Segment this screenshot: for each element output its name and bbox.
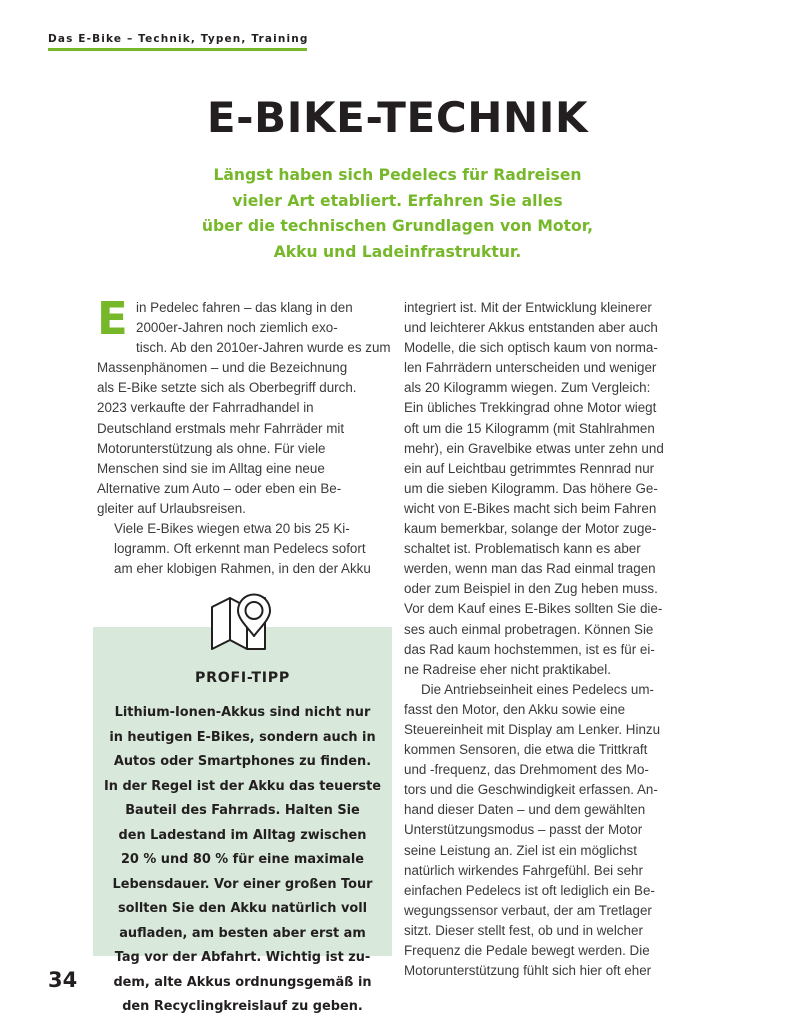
paragraph bbox=[97, 519, 385, 579]
text-line: das Rad kaum hochstemmen, ist es für ei- bbox=[404, 641, 655, 657]
standfirst-line: über die technischen Grundlagen von Motor, bbox=[201, 217, 594, 235]
paragraph bbox=[97, 292, 391, 519]
text-line: sitzt. Dieser stellt fest, ob und in welcher bbox=[404, 922, 643, 938]
text-line: Unterstützungsmodus – passt der Motor bbox=[404, 822, 643, 838]
page-title: E-BIKE-TECHNIK bbox=[206, 93, 589, 142]
text-line: 2000er-Jahren noch ziemlich exo- bbox=[136, 320, 338, 336]
body-column-right bbox=[404, 298, 696, 981]
page-number: 34 bbox=[48, 968, 78, 992]
running-head-rule bbox=[48, 48, 307, 51]
text-line: integriert ist. Mit der Entwicklung kleinerer bbox=[404, 300, 652, 315]
text-line: oder zum Beispiel in den Zug heben muss. bbox=[404, 581, 658, 597]
text-line: oft um die 15 Kilogramm (mit Stahlrahmen bbox=[404, 420, 655, 436]
standfirst-line: vieler Art etabliert. Erfahren Sie alles bbox=[232, 191, 563, 210]
text-line: fasst den Motor, den Akku sowie eine bbox=[404, 701, 626, 717]
text-line: Deutschland erstmals mehr Fahrräder mit bbox=[97, 420, 345, 436]
standfirst bbox=[160, 163, 635, 265]
running-head bbox=[48, 32, 468, 51]
text-line: Modelle, die sich optisch kaum von norma- bbox=[404, 340, 658, 356]
drop-cap: E bbox=[97, 292, 128, 345]
text-line: Motorunterstützung als ohne. Für viele bbox=[97, 440, 326, 456]
text-line: len Fahrrädern unterscheiden und weniger bbox=[404, 360, 657, 376]
text-line: In der Regel ist der Akku das teuerste bbox=[103, 778, 381, 794]
text-line: als E-Bike setzte sich als Oberbegriff durch. bbox=[97, 380, 357, 396]
paragraph bbox=[404, 298, 696, 680]
text-line: dem, alte Akkus ordnungsgemäß in bbox=[113, 974, 372, 990]
text-line: Die Antriebseinheit eines Pedelecs um- bbox=[421, 681, 654, 697]
text-line: ne Radreise eher nicht praktikabel. bbox=[404, 661, 611, 677]
text-line: einfachen Pedelecs ist oft lediglich ein Be- bbox=[404, 882, 655, 898]
text-line: tors und die Geschwindigkeit erfassen. An- bbox=[404, 782, 658, 798]
text-line: Alternative zum Auto – oder eben ein Be- bbox=[97, 480, 342, 496]
text-line: ein auf Leichtbau getrimmtes Rennrad nur bbox=[404, 460, 655, 476]
text-line: Lebensdauer. Vor einer großen Tour bbox=[112, 876, 373, 892]
text-line: Autos oder Smartphones zu finden. bbox=[113, 754, 372, 769]
text-line: sollten Sie den Akku natürlich voll bbox=[117, 901, 368, 916]
text-line: und leichterer Akkus entstanden aber auch bbox=[404, 320, 658, 336]
text-line: gleiter auf Urlaubsreisen. bbox=[97, 500, 246, 516]
text-line: kommen Sensoren, die etwa die Trittkraft bbox=[404, 742, 648, 758]
text-line: Menschen sind sie im Alltag eine neue bbox=[97, 460, 325, 476]
text-line: ses auch einmal probetragen. Können Sie bbox=[404, 621, 654, 637]
text-line: als 20 Kilogramm wiegen. Zum Vergleich: bbox=[404, 380, 651, 396]
text-line: Ein übliches Trekkingrad ohne Motor wiegt bbox=[404, 400, 657, 416]
body-column-left bbox=[97, 292, 391, 579]
text-line: kaum bemerkbar, solange der Motor zuge- bbox=[404, 521, 657, 537]
text-line: Massenphänomen – und die Bezeichnung bbox=[97, 360, 348, 376]
text-line: Steuereinheit mit Display am Lenker. Hinzu bbox=[404, 721, 661, 737]
profi-tipp-title: PROFI-TIPP bbox=[195, 670, 290, 686]
text-line: tisch. Ab den 2010er-Jahren wurde es zum bbox=[136, 340, 391, 356]
text-line: Vor dem Kauf eines E-Bikes sollten Sie die- bbox=[404, 601, 663, 617]
text-line: wicht von E-Bikes macht sich beim Fahren bbox=[404, 500, 657, 516]
text-line: am eher klobigen Rahmen, in den der Akku bbox=[114, 561, 371, 577]
profi-tipp-box bbox=[93, 627, 392, 1014]
text-line: Lithium-Ionen-Akkus sind nicht nur bbox=[114, 705, 371, 720]
text-line: um die sieben Kilogramm. Das höhere Ge- bbox=[404, 480, 658, 496]
text-line: seine Leistung an. Ziel ist ein möglichst bbox=[404, 842, 637, 858]
running-head-label: Das E-Bike – Technik, Typen, Training bbox=[48, 33, 309, 45]
text-line: logramm. Oft erkennt man Pedelecs sofort bbox=[114, 541, 366, 557]
text-line: Motorunterstützung fühlt sich hier oft eher bbox=[404, 963, 652, 979]
text-line: und -frequenz, das Drehmoment des Mo- bbox=[404, 762, 649, 778]
text-line: natürlich wirkendes Fahrgefühl. Bei sehr bbox=[404, 862, 643, 878]
text-line: wegungssensor verbaut, der am Tretlager bbox=[404, 902, 652, 918]
text-line: werden, wenn man das Rad einmal tragen bbox=[404, 561, 656, 577]
text-line: Frequenz die Pedale bewegt werden. Die bbox=[404, 943, 650, 958]
text-line: Bauteil des Fahrrads. Halten Sie bbox=[125, 803, 360, 818]
text-line: hand dieser Daten – und dem gewählten bbox=[404, 802, 646, 818]
text-line: den Ladestand im Alltag zwischen bbox=[118, 827, 367, 843]
text-line: 20 % und 80 % für eine maximale bbox=[120, 852, 365, 867]
text-line: in Pedelec fahren – das klang in den bbox=[136, 300, 353, 315]
text-line: 2023 verkaufte der Fahrradhandel in bbox=[97, 400, 314, 416]
standfirst-line: Längst haben sich Pedelecs für Radreisen bbox=[213, 166, 582, 184]
text-line: den Recyclingkreislauf zu geben. bbox=[122, 999, 363, 1014]
profi-tipp-body bbox=[93, 701, 392, 1020]
text-line: in heutigen E-Bikes, sondern auch in bbox=[109, 729, 376, 745]
text-line: Viele E-Bikes wiegen etwa 20 bis 25 Ki- bbox=[114, 521, 350, 537]
text-line: schaltet ist. Problematisch kann es aber bbox=[404, 541, 641, 557]
text-line: aufladen, am besten aber erst am bbox=[119, 925, 366, 941]
standfirst-line: Akku und Ladeinfrastruktur. bbox=[273, 242, 522, 261]
text-line: Tag vor der Abfahrt. Wichtig ist zu- bbox=[114, 950, 371, 965]
paragraph bbox=[404, 680, 696, 981]
text-line: mehr), ein Gravelbike etwas unter zehn und bbox=[404, 440, 664, 456]
